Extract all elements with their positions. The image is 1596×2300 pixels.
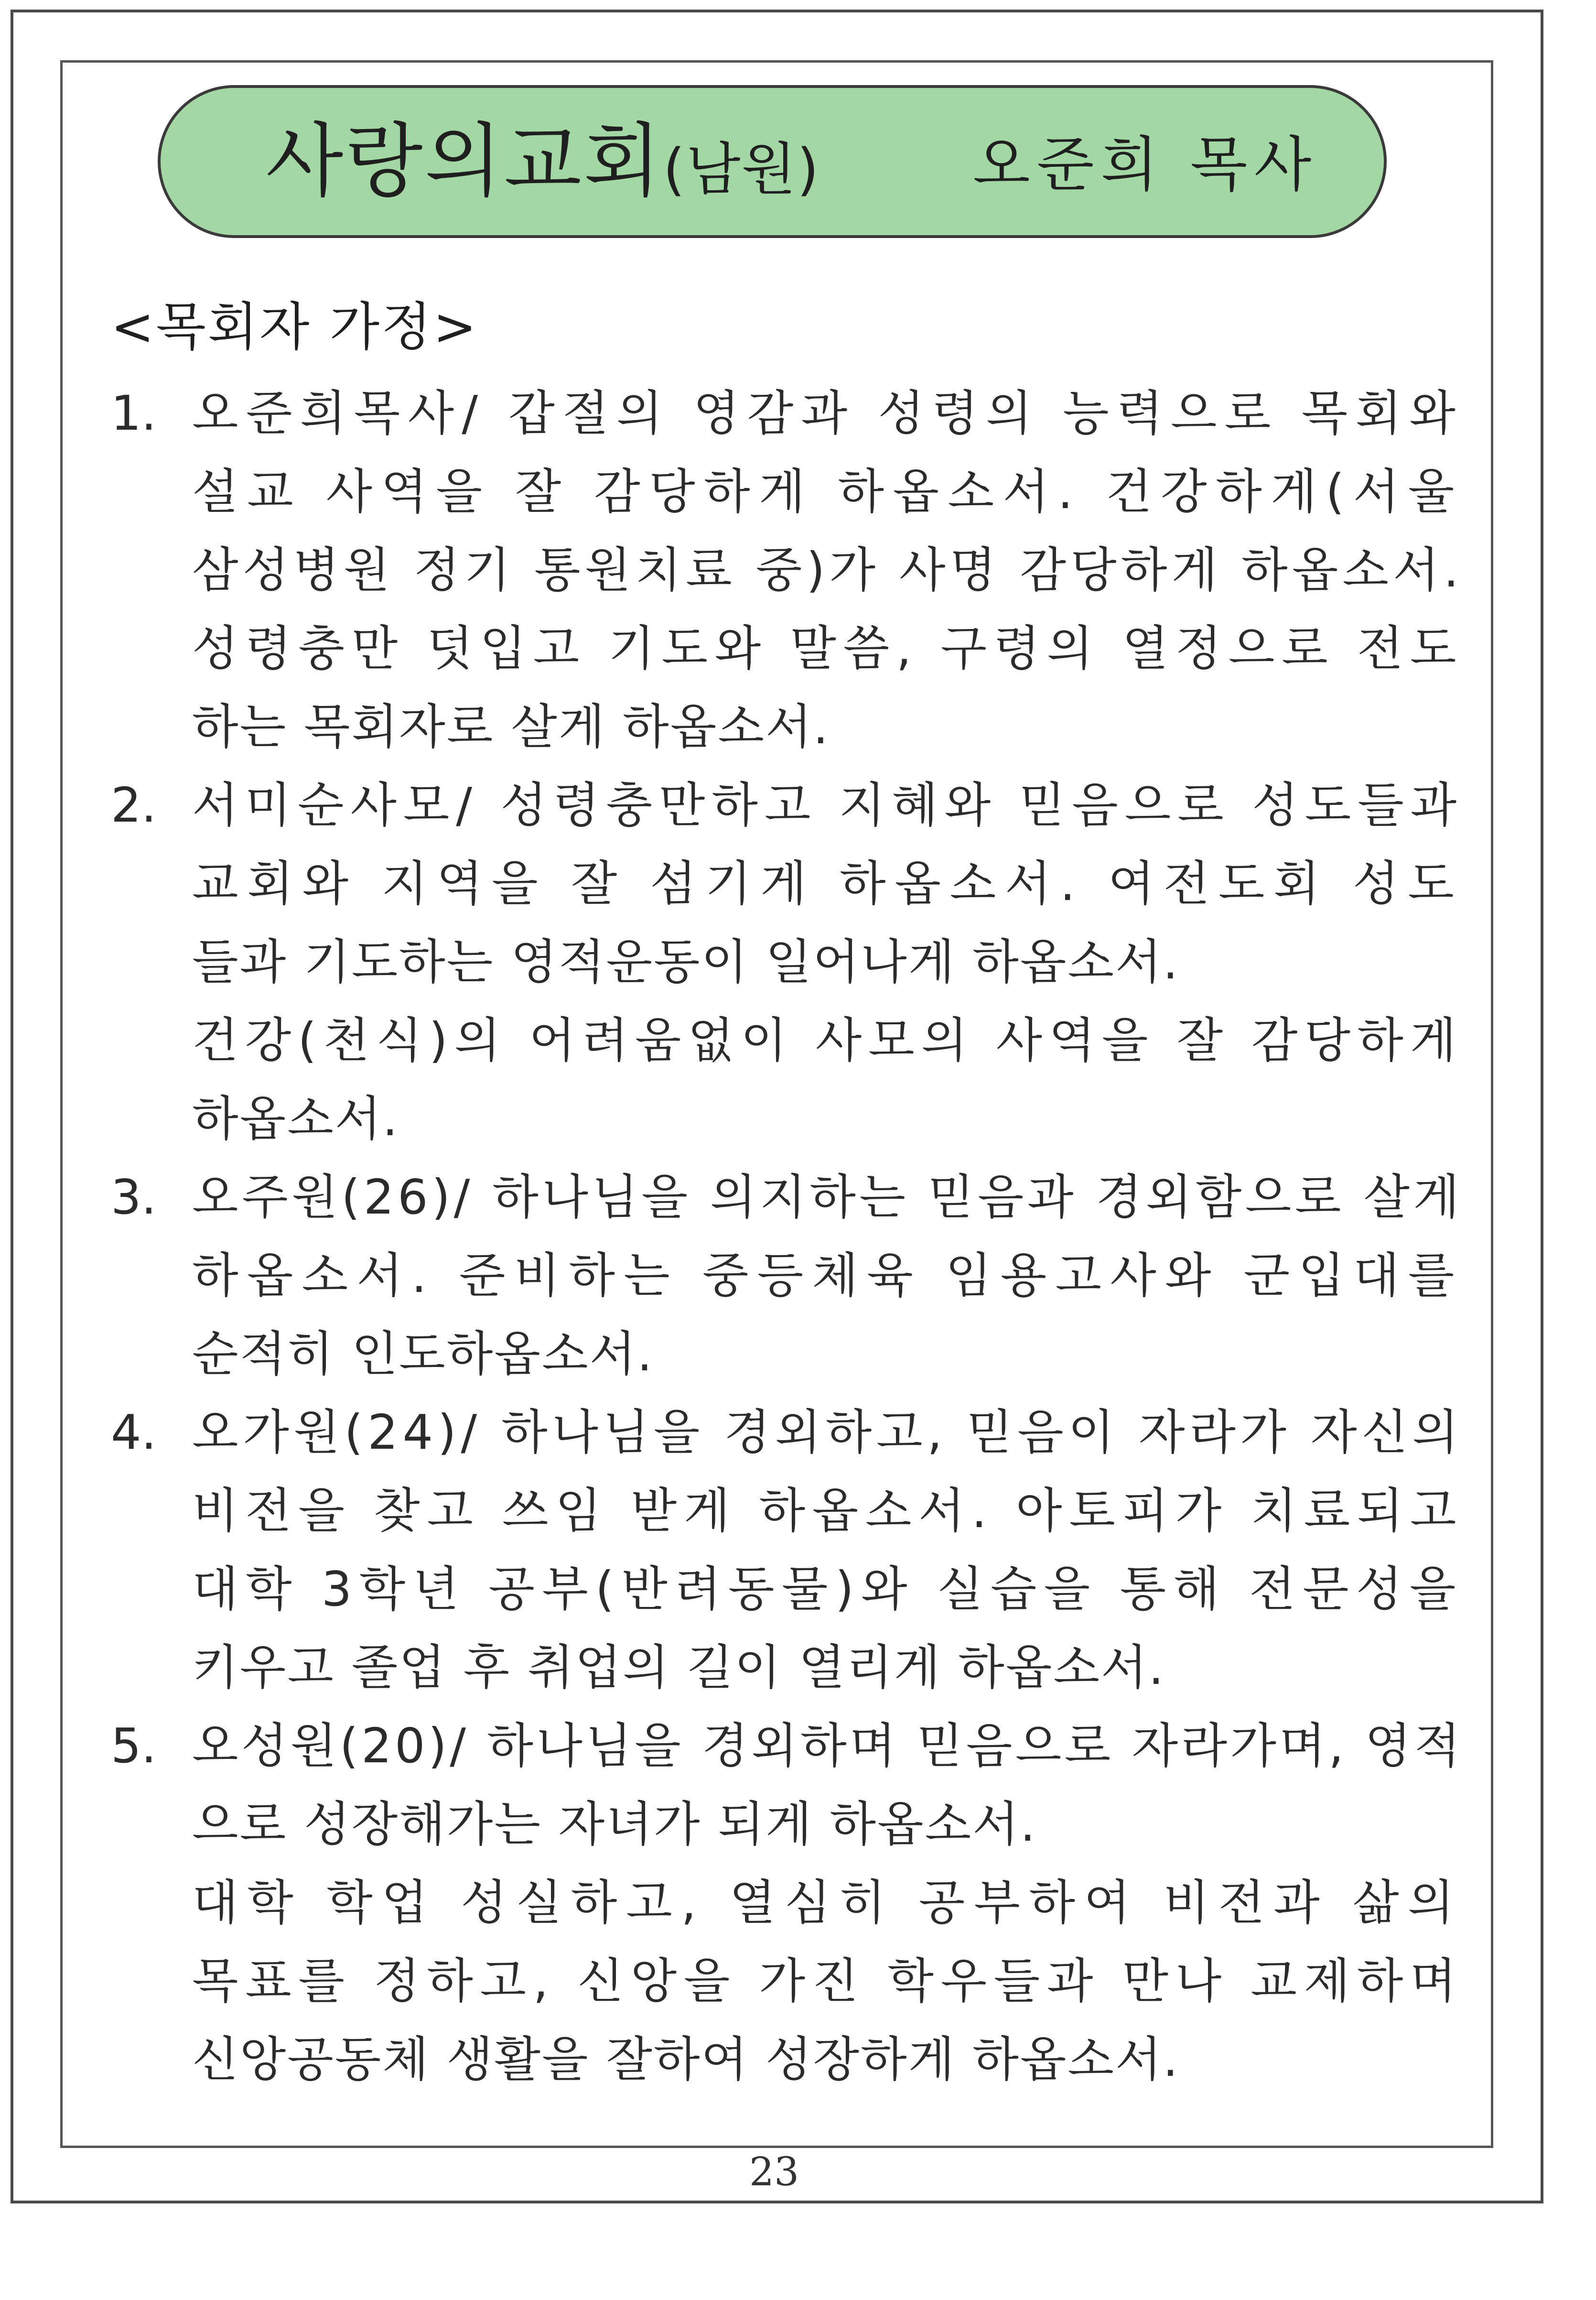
prayer-number: 3. [111,1169,157,1225]
prayer-line: 하옵소서. 준비하는 중등체육 임용고사와 군입대를 [192,1248,1463,1303]
pastor-name: 오준희 목사 [973,130,1318,199]
prayer-line: 순적히 인도하옵소서. [192,1326,654,1382]
prayer-line: 키우고 졸업 후 취업의 길이 열리게 하옵소서. [192,1639,1165,1695]
prayer-line: 서미순사모/ 성령충만하고 지혜와 믿음으로 성도들과 [192,777,1464,833]
prayer-line: 건강(천식)의 어려움없이 사모의 사역을 잘 감당하게 [192,1012,1463,1068]
church-location: (남원) [663,136,820,202]
prayer-line: 들과 기도하는 영적운동이 일어나게 하옵소서. [192,934,1180,990]
prayer-line: 오성원(20)/ 하나님을 경외하며 믿음으로 자라가며, 영적 [192,1718,1464,1774]
prayer-number: 4. [111,1404,157,1460]
prayer-number: 1. [111,385,157,441]
prayer-line: 삼성병원 정기 통원치료 중)가 사명 감당하게 하옵소서. [192,542,1463,598]
prayer-line: 으로 성장해가는 자녀가 되게 하옵소서. [192,1796,1037,1852]
prayer-line: 하옵소서. [192,1091,399,1147]
prayer-line: 목표를 정하고, 신앙을 가진 학우들과 만나 교제하며 [192,1953,1464,2009]
prayer-line: 오주원(26)/ 하나님을 의지하는 믿음과 경외함으로 살게 [192,1169,1463,1225]
prayer-number: 2. [111,777,157,833]
page-number: 23 [749,2149,799,2195]
church-name-text: 사랑의교회 [266,114,663,208]
church-name [266,116,820,215]
section-title: <목회자 가정> [111,297,478,357]
prayer-line: 비전을 찾고 쓰임 받게 하옵소서. 아토피가 치료되고 [192,1483,1464,1539]
prayer-line: 신앙공동체 생활을 잘하여 성장하게 하옵소서. [192,2031,1180,2087]
prayer-line: 성령충만 덧입고 기도와 말씀, 구령의 열정으로 전도 [192,620,1464,676]
prayer-line: 오준희목사/ 갑절의 영감과 성령의 능력으로 목회와 [192,385,1464,441]
prayer-line: 대학 3학년 공부(반려동물)와 실습을 통해 전문성을 [192,1561,1463,1617]
prayer-number: 5. [111,1718,157,1774]
header-banner [158,85,1387,238]
prayer-line: 교회와 지역을 잘 섬기게 하옵소서. 여전도회 성도 [192,856,1463,911]
prayer-line: 하는 목회자로 살게 하옵소서. [192,699,830,755]
prayer-line: 오가원(24)/ 하나님을 경외하고, 믿음이 자라가 자신의 [192,1404,1463,1460]
prayer-line: 설교 사역을 잘 감당하게 하옵소서. 건강하게(서울 [192,464,1463,520]
prayer-line: 대학 학업 성실하고, 열심히 공부하여 비전과 삶의 [192,1875,1463,1931]
